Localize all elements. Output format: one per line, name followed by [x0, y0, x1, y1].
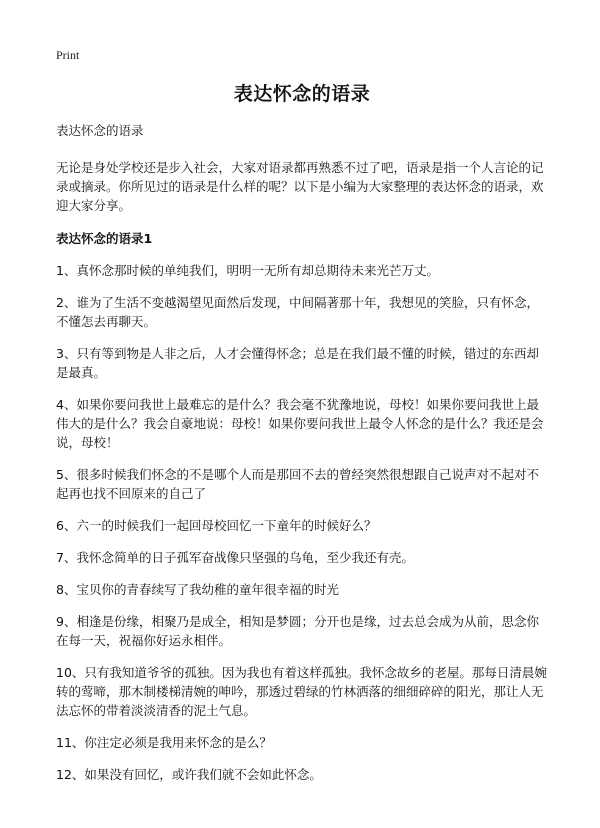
quote-item: 10、只有我知道爷爷的孤独。因为我也有着这样孤独。我怀念故乡的老屋。那每日清晨婉转的莺啼，那木制楼梯清婉的呻吟，那透过碧绿的竹林洒落的细细碎碎的阳光，那让人无法忘怀的带着淡淡清香的泥土气息。	[56, 665, 547, 718]
quote-item: 1、真怀念那时候的单纯我们，明明一无所有却总期待未来光芒万丈。	[56, 263, 439, 278]
print-link[interactable]: Print	[56, 48, 80, 62]
quote-item: 4、如果你要问我世上最难忘的是什么？我会毫不犹豫地说，母校！如果你要问我世上最伟大的是什么？我会自豪地说：母校！如果你要问我世上最令人怀念的是什么？我还是会说，母校！	[56, 397, 544, 450]
quote-item: 7、我怀念简单的日子孤军奋战像只坚强的乌龟，至少我还有壳。	[56, 550, 414, 565]
quote-item: 12、如果没有回忆，或许我们就不会如此怀念。	[56, 767, 322, 782]
quote-item: 5、很多时候我们怀念的不是哪个人而是那回不去的曾经突然很想跟自己说声对不起对不起再也找不回原来的自己了	[56, 467, 539, 501]
quote-item: 6、六一的时候我们一起回母校回忆一下童年的时候好么？	[56, 518, 377, 533]
document-subtitle: 表达怀念的语录	[56, 123, 144, 138]
quote-item: 8、宝贝你的青春续写了我幼稚的童年很幸福的时光	[56, 582, 339, 597]
document-title: 表达怀念的语录	[233, 83, 371, 105]
quote-item: 11、你注定必须是我用来怀念的是么？	[56, 735, 272, 750]
intro-paragraph: 无论是身处学校还是步入社会，大家对语录都再熟悉不过了吧，语录是指一个人言论的记录或摘录。你所见过的语录是什么样的呢？以下是小编为大家整理的表达怀念的语录，欢迎大家分享。	[56, 160, 544, 213]
quote-item: 9、相逢是份缘，相聚乃是成全，相知是梦圆；分开也是缘，过去总会成为从前，思念你在每一天，祝福你好运永相伴。	[56, 614, 539, 648]
quote-item: 2、谁为了生活不变越渴望见面然后发现，中间隔著那十年，我想见的笑脸，只有怀念，不懂怎去再聊天。	[56, 295, 539, 329]
quote-item: 3、只有等到物是人非之后，人才会懂得怀念；总是在我们最不懂的时候，错过的东西却是最真。	[56, 346, 539, 380]
section-heading: 表达怀念的语录1	[56, 231, 153, 246]
